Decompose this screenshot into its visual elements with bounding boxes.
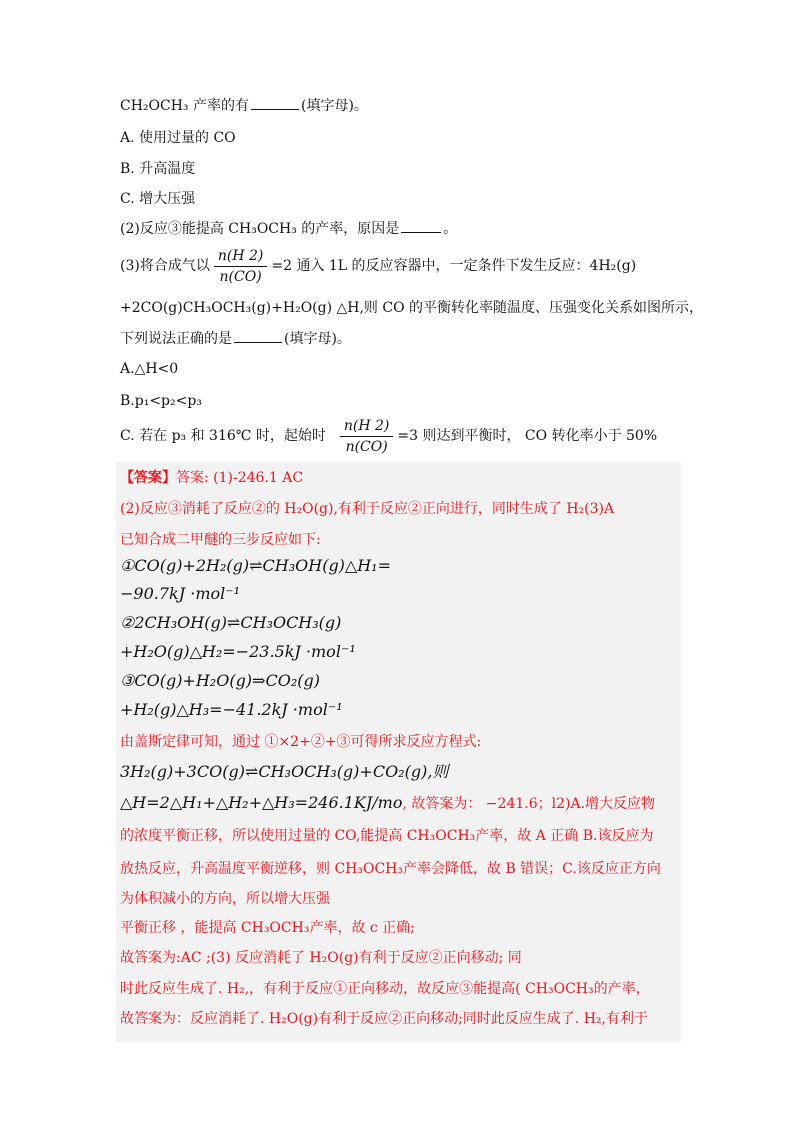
question-line-1 <box>120 96 368 116</box>
q3-option-b: B.p₁<p₂<p₃ <box>120 393 202 409</box>
fraction-numerator: n(H 2) <box>214 246 268 267</box>
question-3-line-2: +2CO(g)CH₃OCH₃(g)+H₂O(g) △H,则 CO 的平衡转化率随温度、压强变化关系如图所示， <box>120 300 704 316</box>
answer-line-6-text: , 故答案为： −241.6；l2)A.增大反应物 <box>402 796 656 812</box>
q3-option-c-condition: =3 则达到平衡时， CO 转化率小于 50% <box>397 428 658 444</box>
option-a: A. 使用过量的 CO <box>120 130 236 146</box>
answer-blank <box>251 97 299 110</box>
equation-3b: +H₂(g)△H₃=−41.2kJ ·mol⁻¹ <box>120 700 343 719</box>
equation-1a: ①CO(g)+2H₂(g)⇌CH₃OH(g)△H₁= <box>120 556 391 575</box>
equation-3a: ③CO(g)+H₂O(g)⇒CO₂(g) <box>120 671 320 690</box>
question-line-1-text: CH₂OCH₃ 产率的有 <box>120 98 249 114</box>
ratio-fraction <box>214 246 268 287</box>
answer-line-7: 的浓度平衡正移，所以使用过量的 CO,能提高 CH₃OCH₃产率，故 A 正确 B.该反应为 <box>120 828 654 844</box>
question-2-text: (2)反应③能提高 CH₃OCH₃ 的产率，原因是 <box>120 221 400 237</box>
question-line-1-suffix: (填字母)。 <box>301 98 368 114</box>
ratio-fraction <box>340 416 394 457</box>
equation-2a: ②2CH₃OH(g)⇌CH₃OCH₃(g) <box>120 613 342 632</box>
overall-equation: 3H₂(g)+3CO(g)⇌CH₃OCH₃(g)+CO₂(g),则 <box>120 762 449 781</box>
answer-tag: 【答案】 <box>120 470 176 486</box>
option-c: C. 增大压强 <box>120 191 196 207</box>
answer-line-6 <box>120 793 655 814</box>
answer-summary: 答案: (1)-246.1 AC <box>176 470 304 486</box>
q3-option-a: A.△H<0 <box>120 361 179 377</box>
answer-line-9: 为体积减小的方向，所以增大压强 <box>120 891 330 907</box>
question-3-condition: =2 通入 1L 的反应容器中，一定条件下发生反应：4H₂(g) <box>271 258 637 274</box>
answer-blank <box>401 220 441 233</box>
answer-line-3: 已知合成二甲醚的三步反应如下: <box>120 532 321 548</box>
question-3-line-3-suffix: (填字母)。 <box>284 331 351 347</box>
answer-line-4: 由盖斯定律可知，通过 ①×2+②+③可得所求反应方程式: <box>120 734 482 750</box>
question-2-suffix: 。 <box>443 221 458 237</box>
question-3 <box>120 244 636 288</box>
answer-line-13: 故答案为：反应消耗了. H₂O(g)有利于反应②正向移动;同时此反应生成了. H₂,有利于 <box>120 1011 648 1027</box>
option-b: B. 升高温度 <box>120 161 196 177</box>
answer-line-12: 时此反应生成了. H₂,，有利于反应①正向移动，故反应③能提高( CH₃OCH₃的产率， <box>120 981 650 997</box>
question-3-text: (3)将合成气以 <box>120 258 210 274</box>
fraction-numerator: n(H 2) <box>340 416 394 437</box>
fraction-denominator: n(CO) <box>219 268 262 285</box>
answer-line-2: (2)反应③消耗了反应②的 H₂O(g),有利于反应②正向进行，同时生成了 H₂(3)A <box>120 501 615 517</box>
answer-blank <box>234 330 282 343</box>
question-3-line-3-text: 下列说法正确的是 <box>120 331 232 347</box>
equation-1b: −90.7kJ ·mol⁻¹ <box>120 584 241 603</box>
question-2 <box>120 219 457 239</box>
answer-line-11: 故答案为:AC ;(3) 反应消耗了 H₂O(g)有利于反应②正向移动; 同 <box>120 950 522 966</box>
q3-option-c <box>120 414 657 458</box>
enthalpy-expression: △H=2△H₁+△H₂+△H₃=246.1KJ/mo <box>120 793 403 812</box>
answer-line-8: 放热反应，升高温度平衡逆移，则 CH₃OCH₃产率会降低，故 B 错误；C.该反应正方向 <box>120 861 661 877</box>
q3-option-c-text: C. 若在 p₃ 和 316℃ 时，起始时 <box>120 428 326 444</box>
equation-2b: +H₂O(g)△H₂=−23.5kJ ·mol⁻¹ <box>120 642 356 661</box>
answer-line-1 <box>120 468 303 488</box>
question-3-line-3 <box>120 329 351 349</box>
fraction-denominator: n(CO) <box>345 438 388 455</box>
answer-line-10: 平衡正移 ，能提高 CH₃OCH₃产率，故 c 正确; <box>120 920 415 936</box>
